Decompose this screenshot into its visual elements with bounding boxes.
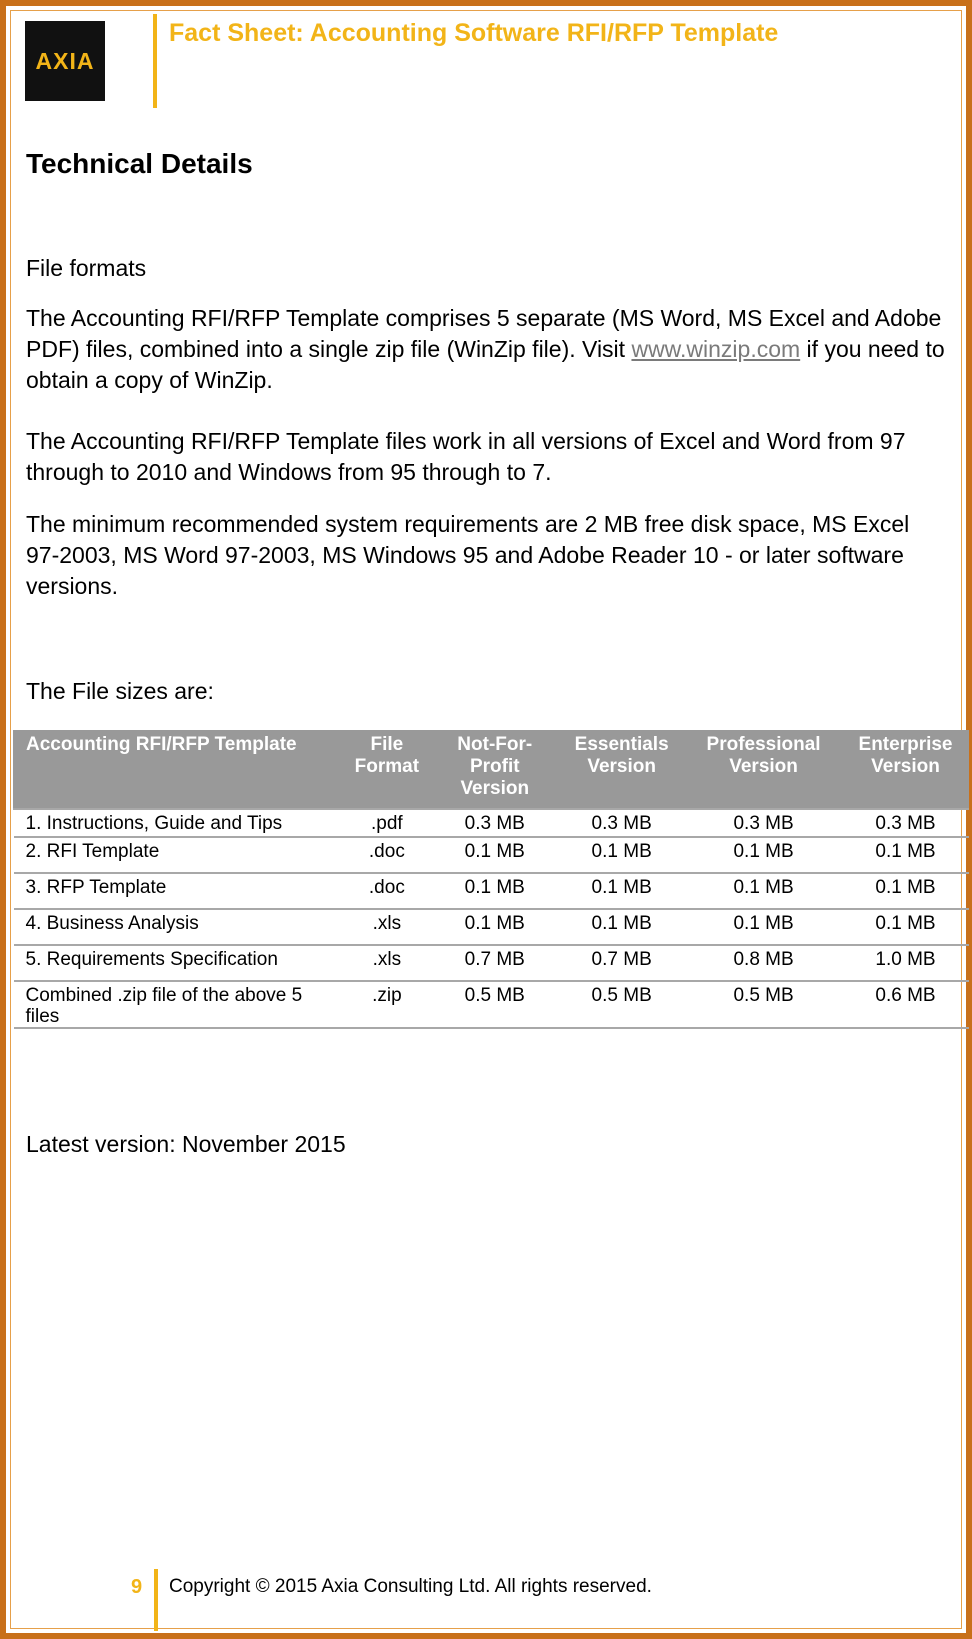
table-cell: 0.1 MB bbox=[843, 837, 969, 873]
table-cell: 0.1 MB bbox=[685, 837, 843, 873]
paragraph-text: if you need to obtain a copy of WinZip. bbox=[26, 336, 945, 393]
table-cell: 0.1 MB bbox=[843, 909, 969, 945]
winzip-link[interactable]: www.winzip.com bbox=[631, 336, 801, 362]
table-cell: 3. RFP Template bbox=[14, 873, 343, 909]
file-formats-label: File formats bbox=[26, 255, 147, 281]
column-header: Professional Version bbox=[685, 731, 843, 810]
table-cell: .xls bbox=[343, 909, 431, 945]
table-cell: .xls bbox=[343, 945, 431, 981]
table-cell: 0.1 MB bbox=[685, 909, 843, 945]
table-row bbox=[14, 981, 969, 1028]
copyright-notice: Copyright © 2015 Axia Consulting Ltd. All rights reserved. bbox=[169, 1576, 652, 1597]
table-row bbox=[14, 873, 969, 909]
column-header: Essentials Version bbox=[559, 731, 685, 810]
paragraph-system-requirements: The minimum recommended system requirements are 2 MB free disk space, MS Excel 97-2003, MS Word 97-2003, MS Windows 95 and Adobe Reader 10 - or later software versions. bbox=[26, 511, 910, 599]
table-cell: 0.1 MB bbox=[559, 837, 685, 873]
table-row bbox=[14, 837, 969, 873]
table-cell: .doc bbox=[343, 873, 431, 909]
table-cell: 0.1 MB bbox=[431, 909, 559, 945]
column-header: Enterprise Version bbox=[843, 731, 969, 810]
paragraph-compatibility: The Accounting RFI/RFP Template files work in all versions of Excel and Word from 97 through to 2010 and Windows from 95 through to 7. bbox=[26, 428, 906, 485]
file-sizes-table bbox=[13, 730, 969, 1029]
paragraph-file-formats bbox=[26, 303, 946, 396]
table-cell: 4. Business Analysis bbox=[14, 909, 343, 945]
column-header: Accounting RFI/RFP Template bbox=[14, 731, 343, 810]
table-cell: 0.7 MB bbox=[559, 945, 685, 981]
table-cell: 0.1 MB bbox=[559, 873, 685, 909]
page-number: 9 bbox=[131, 1576, 143, 1598]
column-header: File Format bbox=[343, 731, 431, 810]
table-cell: 0.1 MB bbox=[843, 873, 969, 909]
document-title: Fact Sheet: Accounting Software RFI/RFP Template bbox=[169, 19, 779, 47]
table-cell: Combined .zip file of the above 5 files bbox=[14, 981, 343, 1028]
table-cell: 0.1 MB bbox=[685, 873, 843, 909]
table-row bbox=[14, 909, 969, 945]
table-row bbox=[14, 809, 969, 837]
table-cell: .doc bbox=[343, 837, 431, 873]
table-cell: 1.0 MB bbox=[843, 945, 969, 981]
file-sizes-label: The File sizes are: bbox=[26, 678, 214, 704]
table-cell: 0.5 MB bbox=[431, 981, 559, 1028]
table-cell: 0.7 MB bbox=[431, 945, 559, 981]
table-row bbox=[14, 945, 969, 981]
latest-version: Latest version: November 2015 bbox=[26, 1131, 346, 1157]
table-cell: 0.3 MB bbox=[559, 809, 685, 837]
footer-divider bbox=[154, 1569, 158, 1631]
table-cell: 0.1 MB bbox=[431, 837, 559, 873]
table-cell: 0.1 MB bbox=[431, 873, 559, 909]
table-cell: 2. RFI Template bbox=[14, 837, 343, 873]
table-cell: .pdf bbox=[343, 809, 431, 837]
table-cell: 0.3 MB bbox=[431, 809, 559, 837]
section-title: Technical Details bbox=[26, 148, 253, 179]
table-cell: .zip bbox=[343, 981, 431, 1028]
table-cell: 0.1 MB bbox=[559, 909, 685, 945]
logo-text: AXIA bbox=[35, 47, 95, 74]
column-header: Not-For-Profit Version bbox=[431, 731, 559, 810]
table-cell: 0.3 MB bbox=[843, 809, 969, 837]
table-header-row bbox=[14, 731, 969, 810]
table-cell: 0.5 MB bbox=[685, 981, 843, 1028]
axia-logo bbox=[25, 21, 105, 101]
paragraph-text: The Accounting RFI/RFP Template comprises 5 separate (MS Word, MS Excel and Adobe PDF) files, combined into a single zip file (WinZip file). Visit bbox=[26, 305, 942, 362]
table-cell: 0.6 MB bbox=[843, 981, 969, 1028]
table-cell: 0.5 MB bbox=[559, 981, 685, 1028]
table-cell: 0.3 MB bbox=[685, 809, 843, 837]
table-cell: 1. Instructions, Guide and Tips bbox=[14, 809, 343, 837]
table-cell: 5. Requirements Specification bbox=[14, 945, 343, 981]
header-divider bbox=[153, 14, 157, 108]
table-cell: 0.8 MB bbox=[685, 945, 843, 981]
